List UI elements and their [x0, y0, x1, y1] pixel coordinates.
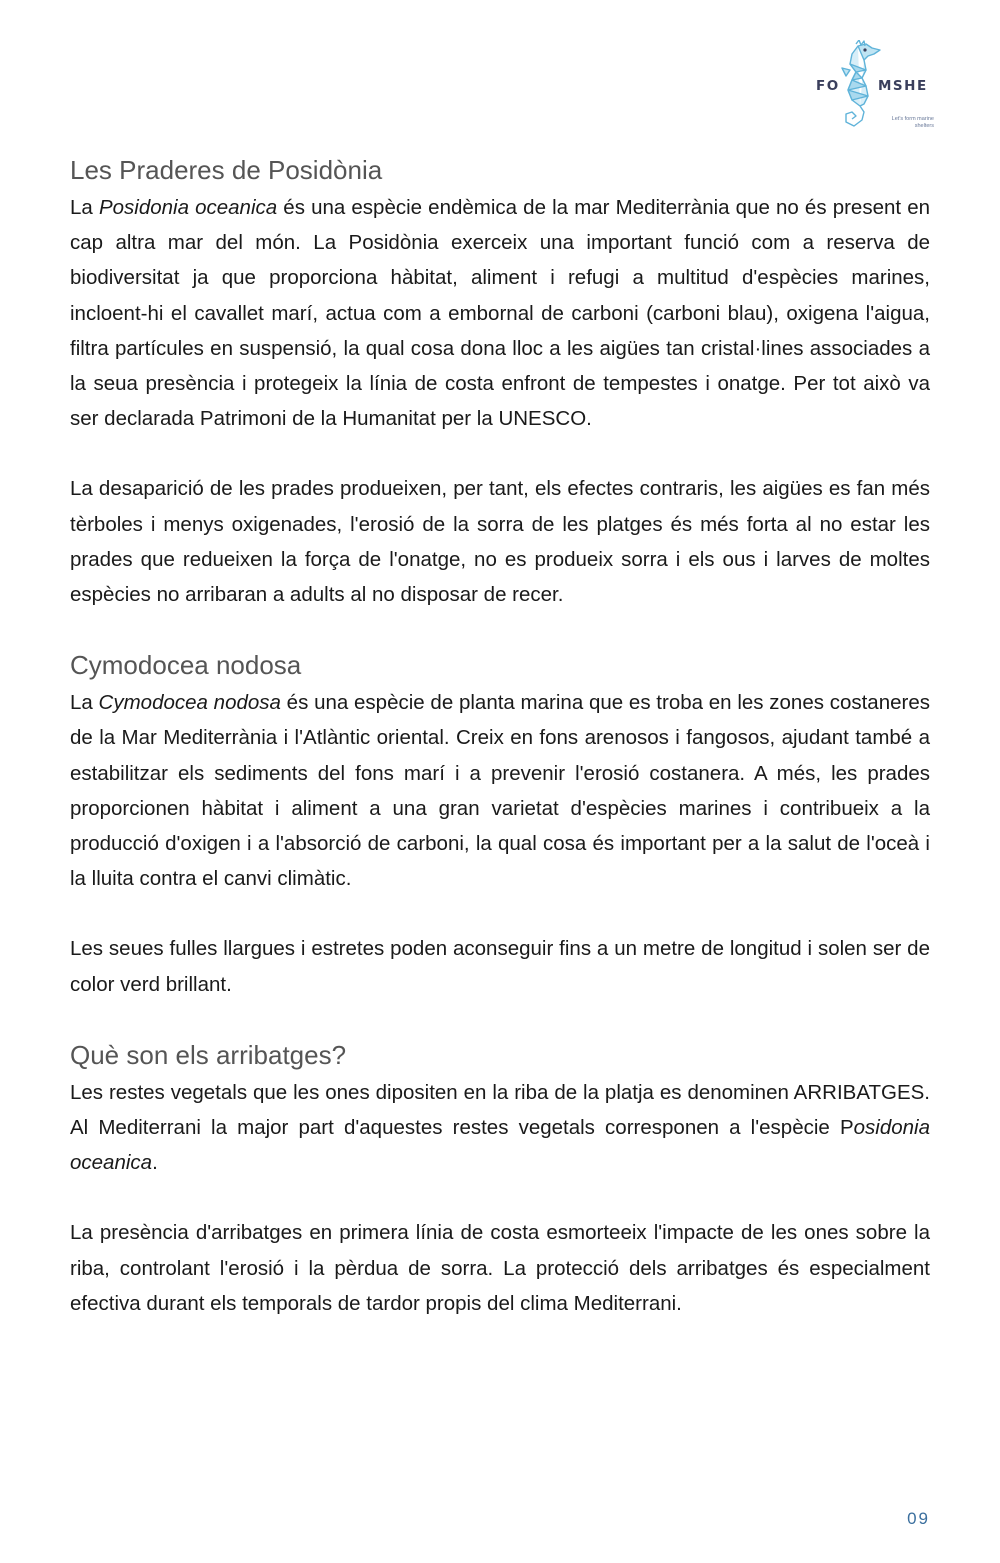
paragraph: Les seues fulles llargues i estretes poden aconseguir fins a un metre de longitud i solen ser de color verd brillant.	[70, 937, 930, 996]
page-number: 09	[907, 1509, 930, 1528]
logo-text-left: FO	[816, 78, 840, 94]
logo-tagline: Let's form marine shelters	[891, 116, 934, 129]
section-heading: Les Praderes de Posidònia	[70, 155, 383, 185]
paragraph: La Cymodocea nodosa és una espècie de planta marina que es troba en les zones costaneres de la Mar Mediterrània i l'Atlàntic oriental. Creix en fons arenosos i fangosos, ajudant també a estabilitzar els sediments del fons marí i a prevenir l'erosió costanera. A més, les prades proporcionen hàbitat i aliment a una gran varietat d'espècies marines i contribueix a la producció d'oxigen i a l'absorció de carboni, la qual cosa és important per a la salut de l'oceà i la lluita contra el canvi climàtic.	[70, 691, 930, 891]
paragraph: Les restes vegetals que les ones dipositen en la riba de la platja es denominen ARRIBATGES. Al Mediterrani la major part d'aquestes restes vegetals corresponen a l'espècie Posidonia oceanica.	[70, 1080, 930, 1175]
paragraph: La desaparició de les prades produeixen, per tant, els efectes contraris, les aigües es fan més tèrboles i menys oxigenades, l'erosió de la sorra de les platges és més forta al no estar les prades que redueixen la força de l'onatge, no es produeix sorra i els ous i larves de moltes espècies no arribaran a adults al no disposar de recer.	[70, 477, 930, 607]
section-heading: Què son els arribatges?	[70, 1039, 347, 1070]
paragraph: La presència d'arribatges en primera línia de costa esmorteeix l'impacte de les ones sobre la riba, controlant l'erosió i la pèrdua de sorra. La protecció dels arribatges és especialment efectiva durant els temporals de tardor propis del clima Mediterrani.	[70, 1221, 930, 1315]
section-heading: Cymodocea nodosa	[70, 650, 302, 681]
logo-text-right: MSHE	[878, 78, 928, 94]
paragraph: La Posidonia oceanica és una espècie endèmica de la mar Mediterrània que no és present en cap altra mar del món. La Posidònia exerceix una important funció com a reserva de biodiversitat ja que proporciona hàbitat, aliment i refugi a multitud d'espècies marines, incloent-hi el cavallet marí, actua com a embornal de carboni (carboni blau), oxigena l'aigua, filtra partícules en suspensió, la qual cosa dona lloc a les aigües tan cristal·lines associades a la seua presència i protegeix la línia de costa enfront de tempestes i onatge. Per tot això va ser declarada Patrimoni de la Humanitat per la UNESCO.	[70, 196, 931, 431]
document-body	[70, 150, 930, 1321]
logo	[812, 40, 934, 136]
